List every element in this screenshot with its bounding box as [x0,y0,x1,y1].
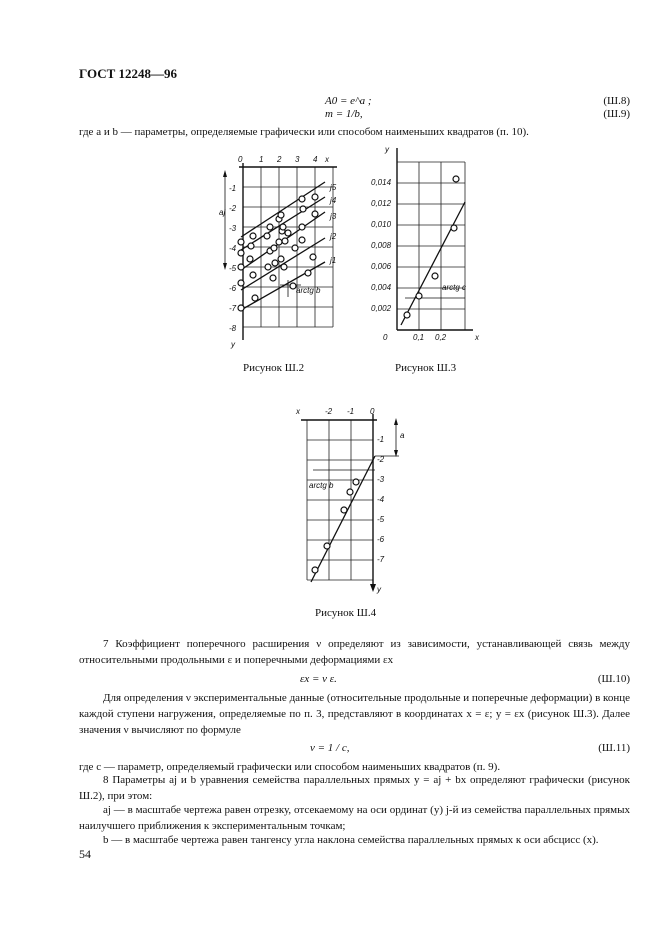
fig2-aj-label: aj [219,208,226,217]
fig4-y-tick-4: -4 [377,495,385,504]
aj-definition: aj — в масштабе чертежа равен отрезку, отсекаемому на оси ординат (y) j-й из семейства параллельных прямых наилучшего приближения к экспериментальным точкам; [79,804,630,832]
formula-a0: A0 = e^a ; [325,95,372,107]
fig3-y-tick-0002: 0,002 [371,304,392,313]
paragraph-definition: Для определения ν экспериментальные данные (относительные продольные и поперечные деформации) в конце каждой ступени нагружения, определяемые по п. 3, представляют в координатах x = ε; y = εx (рисунок Ш.3). Далее значения ν вычисляют по формуле [79,692,630,736]
fig2-y-tick-8: -8 [229,324,237,333]
fig4-x-tick-m1: -1 [347,407,355,416]
where-c-text: где c — параметр, определяемый графически или способом наименьших квадратов (п. 9). [79,761,501,773]
formula-epsx: εx = ν ε. [300,673,337,685]
fig3-y-tick-0004: 0,004 [371,283,392,292]
fig2-x-tick-1: 1 [259,155,264,164]
fig4-x-tick-m2: -2 [325,407,333,416]
fig3-y-tick-0008: 0,008 [371,241,392,250]
fig3-x-axis-label: x [475,333,479,342]
figure-sh4 [293,400,413,600]
fig4-x-tick-0: 0 [370,407,375,416]
fig2-y-tick-3: -3 [229,224,237,233]
fig2-x-tick-0: 0 [238,155,243,164]
formula-nu: ν = 1 / c, [310,742,350,754]
fig3-y-tick-0006: 0,006 [371,262,392,271]
fig2-line-label-j2: j2 [330,232,337,241]
document-header: ГОСТ 12248—96 [79,66,178,81]
formula-number-8: (Ш.8) [603,95,630,107]
figure-sh3 [365,140,490,345]
fig3-x-tick-01: 0,1 [413,333,425,342]
fig4-y-tick-1: -1 [377,435,385,444]
fig2-line-label-j5: j5 [330,183,337,192]
page-number: 54 [79,847,91,861]
fig4-angle-label: arctg b [309,481,334,490]
fig4-a-label: a [400,431,405,440]
fig2-x-tick-3: 3 [295,155,300,164]
fig4-y-tick-5: -5 [377,515,385,524]
formula-number-10: (Ш.10) [597,673,630,685]
fig2-x-axis-label: x [325,155,329,164]
b-definition: b — в масштабе чертежа равен тангенсу угла наклона семейства параллельных прямых к оси абсцисс (x). [103,834,599,846]
fig3-angle-label: arctg c [442,283,467,292]
formula-m: m = 1/b, [325,108,363,120]
caption-sh4: Рисунок Ш.4 [315,607,377,619]
fig4-y-tick-6: -6 [377,535,385,544]
fig2-line-label-j4: j4 [330,196,337,205]
fig2-y-axis-label: y [231,340,235,349]
caption-sh3: Рисунок Ш.3 [395,362,457,374]
fig4-y-tick-2: -2 [377,455,385,464]
fig3-y-tick-0010: 0,010 [371,220,392,229]
fig2-y-tick-2: -2 [229,204,237,213]
fig2-line-label-j3: j3 [330,212,337,221]
fig4-x-axis-label: x [296,407,300,416]
fig2-y-tick-6: -6 [229,284,237,293]
paragraph-8: 8 Параметры aj и b уравнения семейства параллельных прямых y = aj + bx определяют графически (рисунок Ш.2), при этом: [79,774,630,802]
fig2-line-label-j1: j1 [330,256,337,265]
fig2-x-tick-4: 4 [313,155,318,164]
fig4-y-tick-3: -3 [377,475,385,484]
figure-sh2 [213,145,353,355]
formula-number-11: (Ш.11) [598,742,630,754]
fig4-y-tick-7: -7 [377,555,385,564]
fig3-y-tick-0012: 0,012 [371,199,392,208]
caption-sh2: Рисунок Ш.2 [243,362,305,374]
formula-number-9: (Ш.9) [603,108,630,120]
fig2-y-tick-1: -1 [229,184,237,193]
where-ab-text: где a и b — параметры, определяемые графически или способом наименьших квадратов (п. 10). [79,126,529,138]
paragraph-7: 7 Коэффициент поперечного расширения ν определяют из зависимости, устанавливающей связь между относительными продольными ε и поперечными деформациями εx [79,638,630,666]
fig3-x-tick-02: 0,2 [435,333,447,342]
fig3-y-axis-label: y [385,145,389,154]
fig2-angle-label: arctg b [296,286,321,295]
fig3-x-tick-0: 0 [383,333,388,342]
fig3-y-tick-0014: 0,014 [371,178,392,187]
fig2-y-tick-7: -7 [229,304,237,313]
fig2-y-tick-5: -5 [229,264,237,273]
fig4-y-axis-label: y [377,585,381,594]
fig2-y-tick-4: -4 [229,244,237,253]
fig2-x-tick-2: 2 [277,155,282,164]
